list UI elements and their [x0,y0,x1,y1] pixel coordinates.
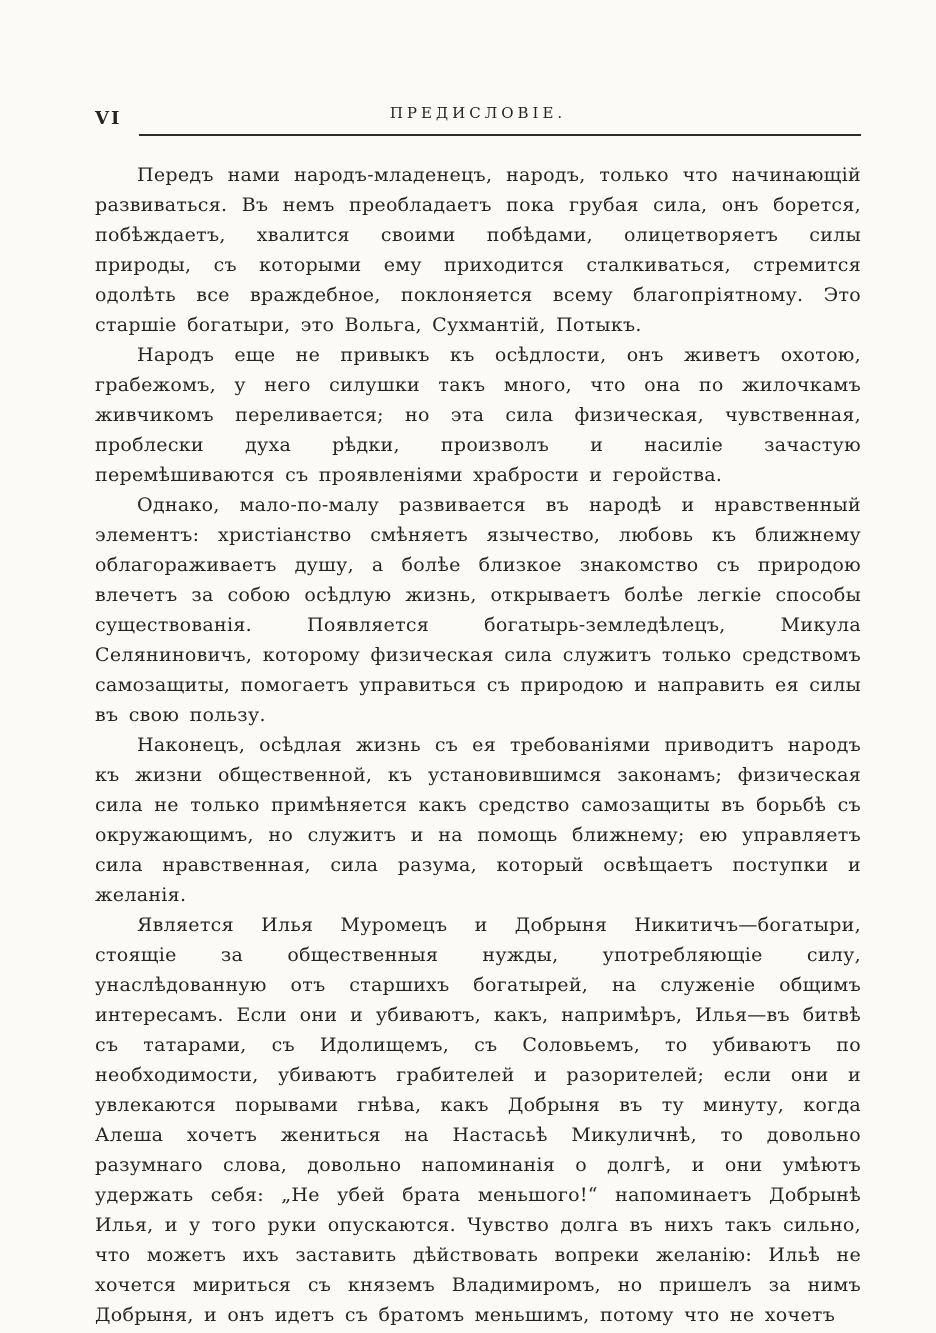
page-body [95,160,861,1330]
paragraph-4: Наконецъ, осѣдлая жизнь съ ея требованіями приводитъ народъ къ жизни общественной, къ установившимся законамъ; физическая сила не только примѣняется какъ средство самозащиты въ борьбѣ съ окружающимъ, но служитъ и на помощь ближнему; ею управляетъ сила нравственная, сила разума, который освѣщаетъ поступки и желанія. [95,734,861,906]
page-number: VI [95,108,122,129]
paragraph-1: Передъ нами народъ-младенецъ, народъ, только что начинающій развиваться. Въ немъ преобладаетъ пока грубая сила, онъ борется, побѣждаетъ, хвалится своими побѣдами, олицетворяетъ силы природы, съ которыми ему приходится сталкиваться, стремится одолѣть все враждебное, поклоняется всему благопріятному. Это старшіе богатыри, это Вольга, Сухмантій, Потыкъ. [95,164,861,336]
paragraph-2: Народъ еще не привыкъ къ осѣдлости, онъ живетъ охотою, грабежомъ, у него силушки такъ много, что она по жилочкамъ живчикомъ переливается; но эта сила физическая, чувственная, проблески духа рѣдки, произволъ и насиліе зачастую перемѣшиваются съ проявленіями храбрости и геройства. [95,344,861,486]
paragraph-3: Однако, мало-по-малу развивается въ народѣ и нравственный элементъ: христіанство смѣняетъ язычество, любовь къ ближнему облагораживаетъ душу, а болѣе близкое знакомство съ природою влечетъ за собою осѣдлую жизнь, открываетъ болѣе легкіе способы существованія. Появляется богатырь-земледѣлецъ, Микула Селяниновичъ, которому физическая сила служитъ только средствомъ самозащиты, помогаетъ управиться съ природою и направить ея силы въ свою пользу. [95,494,861,726]
page-header [95,104,861,136]
page-content [95,104,861,1330]
header-rule [139,134,861,136]
running-title: ПРЕДИСЛОВІЕ. [389,104,567,122]
paragraph-5: Является Илья Муромецъ и Добрыня Никитичъ—богатыри, стоящіе за общественныя нужды, употребляющіе силу, унаслѣдованную отъ старшихъ богатырей, на служеніе общимъ интересамъ. Если они и убиваютъ, какъ, напримѣръ, Илья—въ битвѣ съ татарами, съ Идолищемъ, съ Соловьемъ, то убиваютъ по необходимости, убиваютъ грабителей и разорителей; если они и увлекаются порывами гнѣва, какъ Добрыня въ ту минуту, когда Алеша хочетъ жениться на Настасьѣ Микуличнѣ, то довольно разумнаго слова, довольно напоминанія о долгѣ, и они умѣютъ удержать себя: „Не убей брата меньшого!“ напоминаетъ Добрынѣ Илья, и у того руки опускаются. Чувство долга въ нихъ такъ сильно, что можетъ ихъ заставить дѣйствовать вопреки желанію: Ильѣ не хочется мириться съ княземъ Владимиромъ, но пришелъ за нимъ Добрыня, и онъ идетъ съ братомъ меньшимъ, потому что не хочетъ [95,914,861,1326]
